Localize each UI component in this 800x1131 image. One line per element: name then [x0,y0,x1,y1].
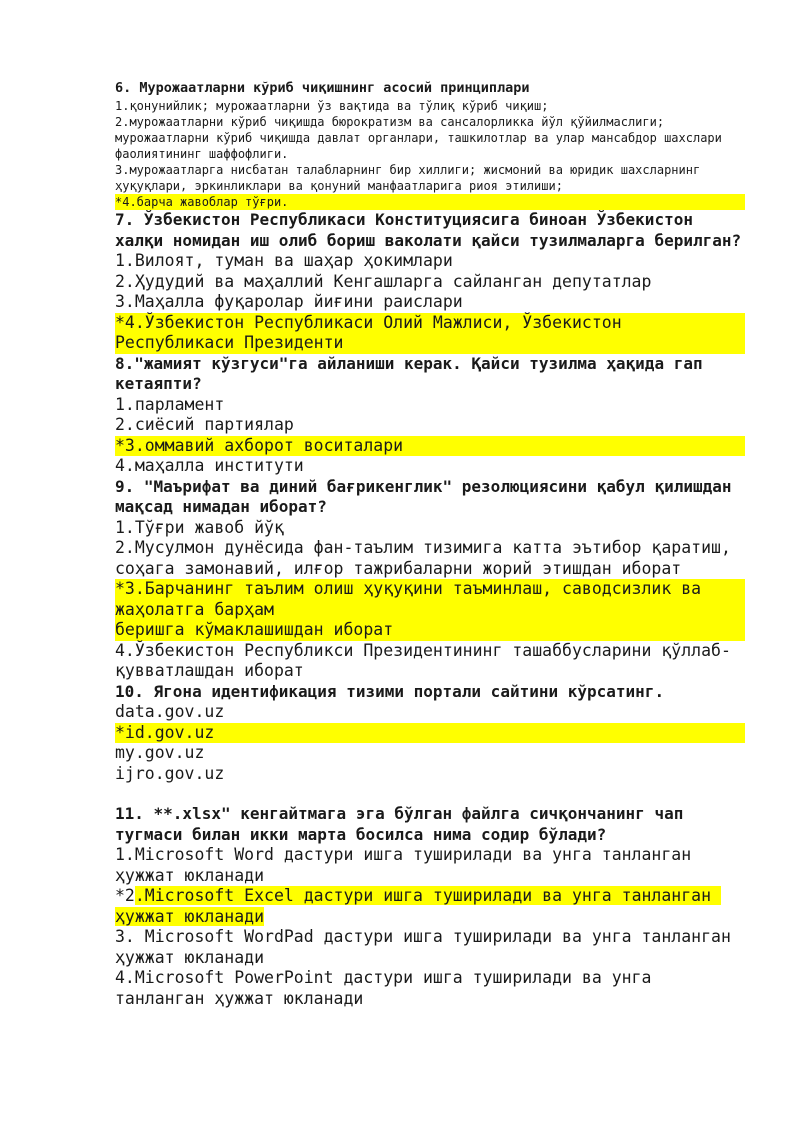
correct-answer-option: *4.барча жавоблар тўғри. [115,194,745,210]
correct-answer-option: *3.Барчанинг таълим олиш ҳуқуқини таъминлаш, саводсизлик ва жаҳолатга барҳам [115,579,745,620]
question-title: 6. Мурожаатларни кўриб чиқишнинг асосий принциплари [115,80,530,96]
answer-option: 1.Тўғри жавоб йўқ [115,517,284,537]
answer-option: ijro.gov.uz [115,763,225,783]
answer-option: 2.сиёсий партиялар [115,415,294,434]
highlighted-answer-text: .Microsoft Excel дастури ишга туширилади ва унга танланган ҳужжат юкланади [115,886,721,926]
answer-option: 1.Вилоят, туман ва шаҳар ҳокимлари [115,251,453,270]
question-title: 9. "Маърифат ва диний бағрикенглик" резолюциясини қабул қилишдан мақсад нимадан иборат? [115,476,732,516]
correct-answer-option: *3.оммавий ахборот воситалари [115,436,745,457]
answer-option: 3. Microsoft WordPad дастури ишга туширилади ва унга танланган ҳужжат юкланади [115,927,741,967]
answer-option: 2.Мусулмон дунёсида фан-таълим тизимига катта эътибор қаратиш, соҳага замонавий, илғор тажрибаларни жорий этишдан иборат [115,538,741,578]
question-title: 8."жамият кўзгуси"га айланиши керак. Қайси тузилма ҳақида гап кетаяпти? [115,353,703,393]
answer-option: 3.Маҳалла фуқаролар йиғини раислари [115,292,463,311]
question-10 [115,682,745,785]
question-title: 11. **.xlsx" кенгайтмага эга бўлган файлга сичқончанинг чап тугмаси билан икки марта босилса нима содир бўлади? [115,804,684,844]
answer-option: 2.мурожаатларни кўриб чиқишда бюрократизм ва сансалорликка йўл қўйилмаслиги; мурожаатларни кўриб чиқишда давлат органлари, ташкилотлар ва улар мансабдор шахслари фаолиятининг шаффофлиги. [115,115,730,161]
answer-option: 1.Microsoft Word дастури ишга туширилади ва унга танланган ҳужжат юкланади [115,845,702,885]
question-title: 10. Ягона идентификация тизими портали сайтини кўрсатинг. [115,681,665,701]
answer-option: 1.қонунийлик; мурожаатларни ўз вақтида ва тўлиқ кўриб чиқиш; [115,99,549,113]
document-content [115,78,745,1009]
correct-answer-option: *id.gov.uz [115,723,745,744]
answer-option: my.gov.uz [115,743,205,762]
correct-answer-option: *4.Ўзбекистон Республикаси Олий Мажлиси, Ўзбекистон Республикаси Президенти [115,313,745,354]
answer-option: 3.мурожаатларга нисбатан талабларнинг бир хиллиги; жисмоний ва юридик шахсларнинг ҳуқуқлари, эркинликлари ва қонуний манфаатларига риоя этилиши; [115,163,708,193]
question-9 [115,477,745,682]
blank-line [115,784,745,804]
answer-prefix: *2 [115,886,135,905]
answer-option: 4.маҳалла институти [115,456,304,475]
correct-answer-option [115,886,745,927]
answer-option: 4.Microsoft PowerPoint дастури ишга туширилади ва унга танланган ҳужжат юкланади [115,968,662,1008]
answer-option: data.gov.uz [115,702,225,721]
question-title: 7. Ўзбекистон Республикаси Конституциясига биноан Ўзбекистон халқи номидан иш олиб бориш ваколати қайси тузилмаларга берилган? [115,210,742,250]
answer-option: 4.Ўзбекистон Республикси Президентининг ташаббусларини қўллаб-қувватлашдан иборат [115,640,731,680]
question-7 [115,210,745,354]
answer-option: 1.парламент [115,394,225,414]
correct-answer-option-continued: беришга кўмаклашишдан иборат [115,620,745,641]
question-8 [115,354,745,477]
question-6 [115,78,745,210]
answer-option: 2.Ҳудудий ва маҳаллий Кенгашларга сайланган депутатлар [115,271,652,291]
question-11 [115,804,745,1009]
